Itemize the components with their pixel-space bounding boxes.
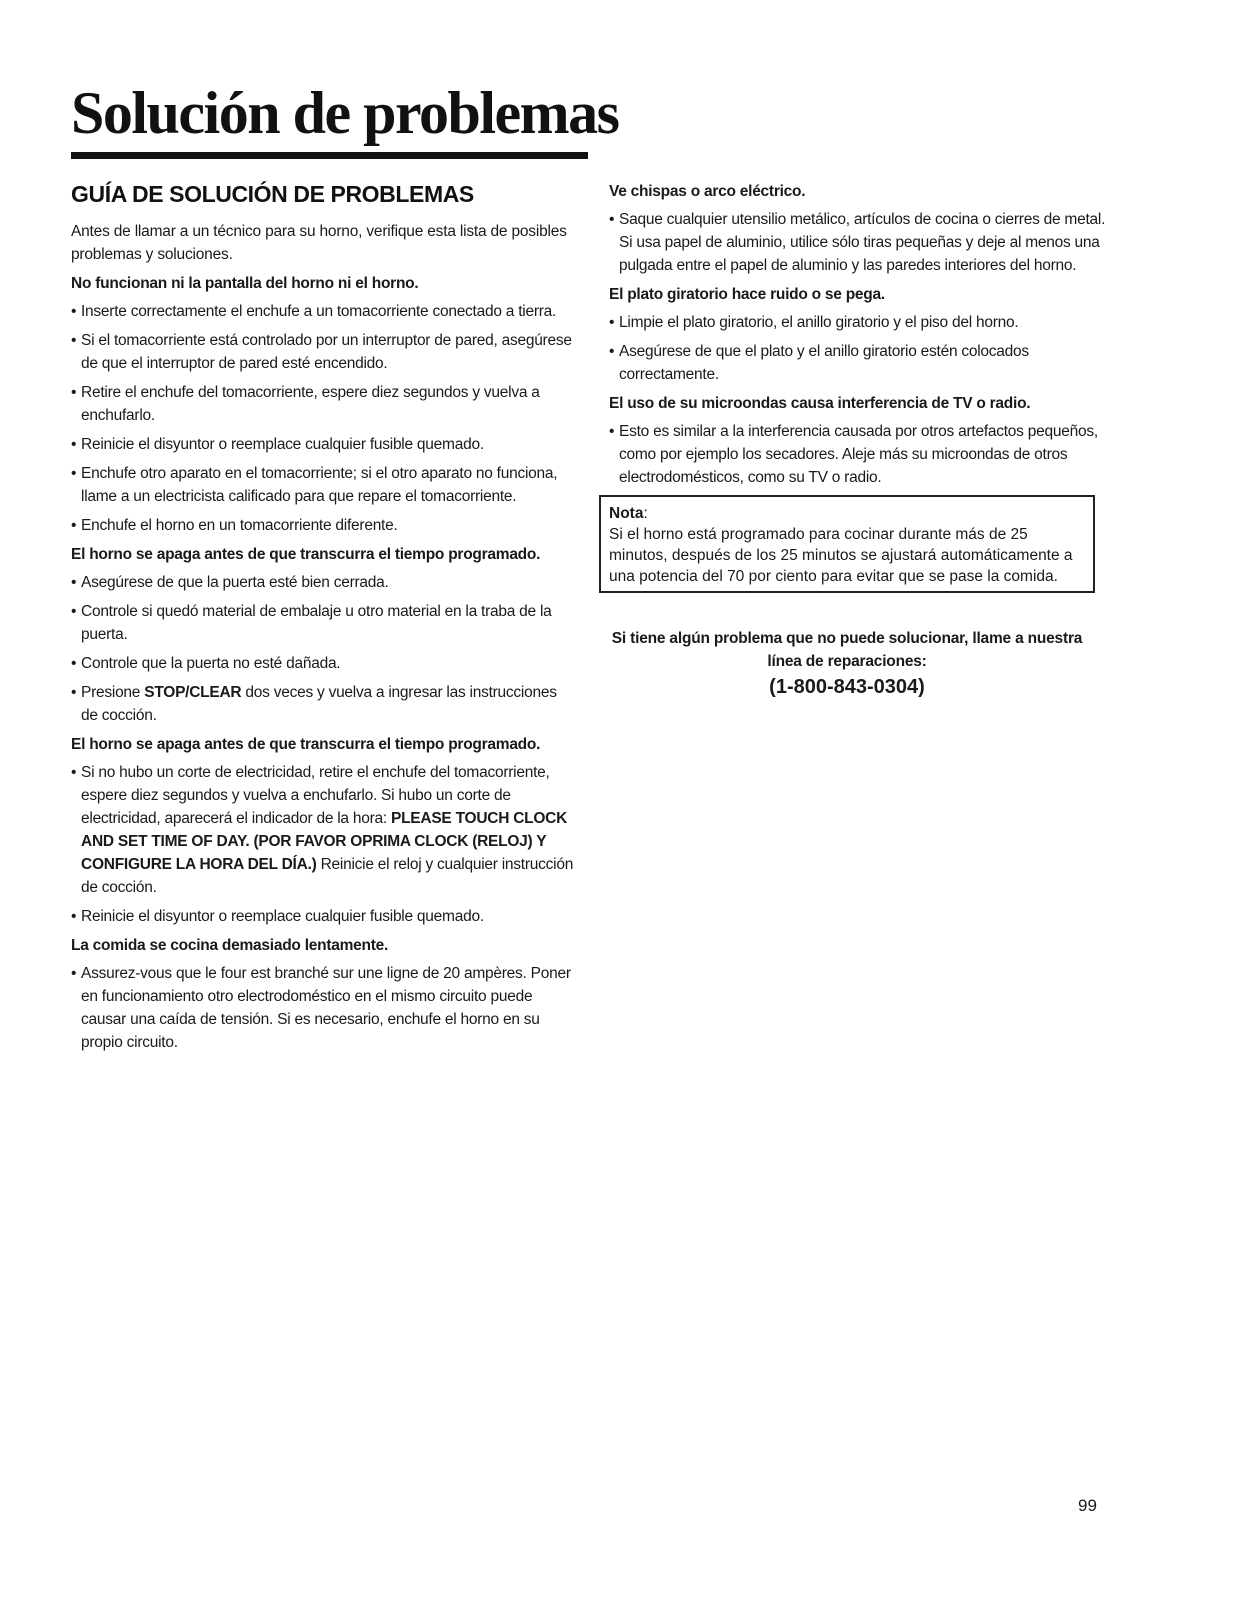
- stop-clear-key-label: STOP/CLEAR: [144, 684, 242, 701]
- list-item: • Controle que la puerta no esté dañada.: [71, 652, 576, 675]
- list-item: [71, 761, 576, 899]
- list-item: • Esto es similar a la interferencia causada por otros artefactos pequeños, como por ejemplo los secadores. Aleje más su microondas de otros electrodomésticos, como su TV o radio.: [609, 420, 1118, 489]
- list-item: • Controle si quedó material de embalaje u otro material en la traba de la puerta.: [71, 600, 576, 646]
- page-title: Solución de problemas: [71, 80, 619, 146]
- clock-display-message: PLEASE TOUCH CLOCK AND SET TIME OF DAY. (POR FAVOR OPRIMA CLOCK (RELOJ) Y CONFIGURE LA HORA DEL DÍA.): [81, 810, 568, 873]
- list-item: • Reinicie el disyuntor o reemplace cualquier fusible quemado.: [71, 905, 576, 928]
- intro-paragraph: Antes de llamar a un técnico para su horno, verifique esta lista de posibles problemas y soluciones.: [71, 223, 567, 263]
- note-label: Nota: [609, 505, 644, 522]
- problem-heading-stops-early: El horno se apaga antes de que transcurra el tiempo programado.: [71, 546, 541, 563]
- solution-list-turntable: [609, 311, 1118, 386]
- problem-heading-stops-early-power: El horno se apaga antes de que transcurra el tiempo programado.: [71, 736, 541, 753]
- title-rule: [71, 152, 588, 159]
- list-item: • Limpie el plato giratorio, el anillo giratorio y el piso del horno.: [609, 311, 1118, 334]
- solution-list-power-outage: [71, 761, 576, 928]
- list-item: • Si el tomacorriente está controlado por un interruptor de pared, asegúrese de que el interruptor de pared esté encendido.: [71, 329, 576, 375]
- note-colon: :: [643, 505, 648, 522]
- solution-list-interference: [609, 420, 1118, 489]
- repair-phone-number: (1-800-843-0304): [769, 676, 925, 698]
- page-number: 99: [1078, 1496, 1097, 1515]
- note-label-line: [609, 503, 1085, 524]
- list-item: • Asegúrese de que el plato y el anillo giratorio estén colocados correctamente.: [609, 340, 1118, 386]
- problem-heading-slow-cooking: La comida se cocina demasiado lentamente.: [71, 937, 389, 954]
- list-item: • Asegúrese de que la puerta esté bien cerrada.: [71, 571, 576, 594]
- list-item: • Assurez-vous que le four est branché sur une ligne de 20 ampères. Poner en funcionamiento otro electrodoméstico en el mismo circuito puede causar una caída de tensión. Si es necesario, enchufe el horno en su propio circuito.: [71, 962, 576, 1054]
- item-text: Presione: [81, 684, 145, 701]
- problem-heading-no-power: No funcionan ni la pantalla del horno ni el horno.: [71, 275, 419, 292]
- item-text: Si no hubo un corte de electricidad, retire el enchufe del tomacorriente, espere diez segundos y vuelva a enchufarlo. Si hubo un corte de electricidad, aparecerá el indicador de la hora:: [81, 764, 550, 827]
- item-text: Reinicie el reloj y cualquier instrucción de cocción.: [81, 856, 574, 896]
- list-item: [71, 681, 576, 727]
- note-body: Si el horno está programado para cocinar durante más de 25 minutos, después de los 25 minutos se ajustará automáticamente a una potencia del 70 por ciento para evitar que se pase la comida.: [609, 526, 1073, 585]
- item-text: dos veces y vuelva a ingresar las instrucciones de cocción.: [81, 684, 557, 724]
- repair-line-text: Si tiene algún problema que no puede solucionar, llame a nuestra línea de reparaciones:: [611, 630, 1083, 670]
- list-item: • Inserte correctamente el enchufe a un tomacorriente conectado a tierra.: [71, 300, 576, 323]
- list-item: • Retire el enchufe del tomacorriente, espere diez segundos y vuelva a enchufarlo.: [71, 381, 576, 427]
- note-box: [599, 495, 1095, 593]
- solution-list-no-power: [71, 300, 576, 537]
- list-item: • Enchufe el horno en un tomacorriente diferente.: [71, 514, 576, 537]
- solution-list-stops-early: [71, 571, 576, 727]
- problem-heading-interference: El uso de su microondas causa interferencia de TV o radio.: [609, 395, 1031, 412]
- problem-heading-sparks: Ve chispas o arco eléctrico.: [609, 183, 806, 200]
- solution-list-sparks: [609, 208, 1118, 277]
- list-item: • Saque cualquier utensilio metálico, artículos de cocina o cierres de metal. Si usa papel de aluminio, utilice sólo tiras pequeñas y deje al menos una pulgada entre el papel de aluminio y las paredes interiores del horno.: [609, 208, 1118, 277]
- left-column: [71, 178, 576, 1060]
- right-column: [609, 180, 1118, 701]
- list-item: • Reinicie el disyuntor o reemplace cualquier fusible quemado.: [71, 433, 576, 456]
- problem-heading-turntable: El plato giratorio hace ruido o se pega.: [609, 286, 885, 303]
- section-title: GUÍA DE SOLUCIÓN DE PROBLEMAS: [71, 181, 474, 207]
- list-item: • Enchufe otro aparato en el tomacorriente; si el otro aparato no funciona, llame a un electricista calificado para que repare el tomacorriente.: [71, 462, 576, 508]
- solution-list-slow-cooking: [71, 962, 576, 1054]
